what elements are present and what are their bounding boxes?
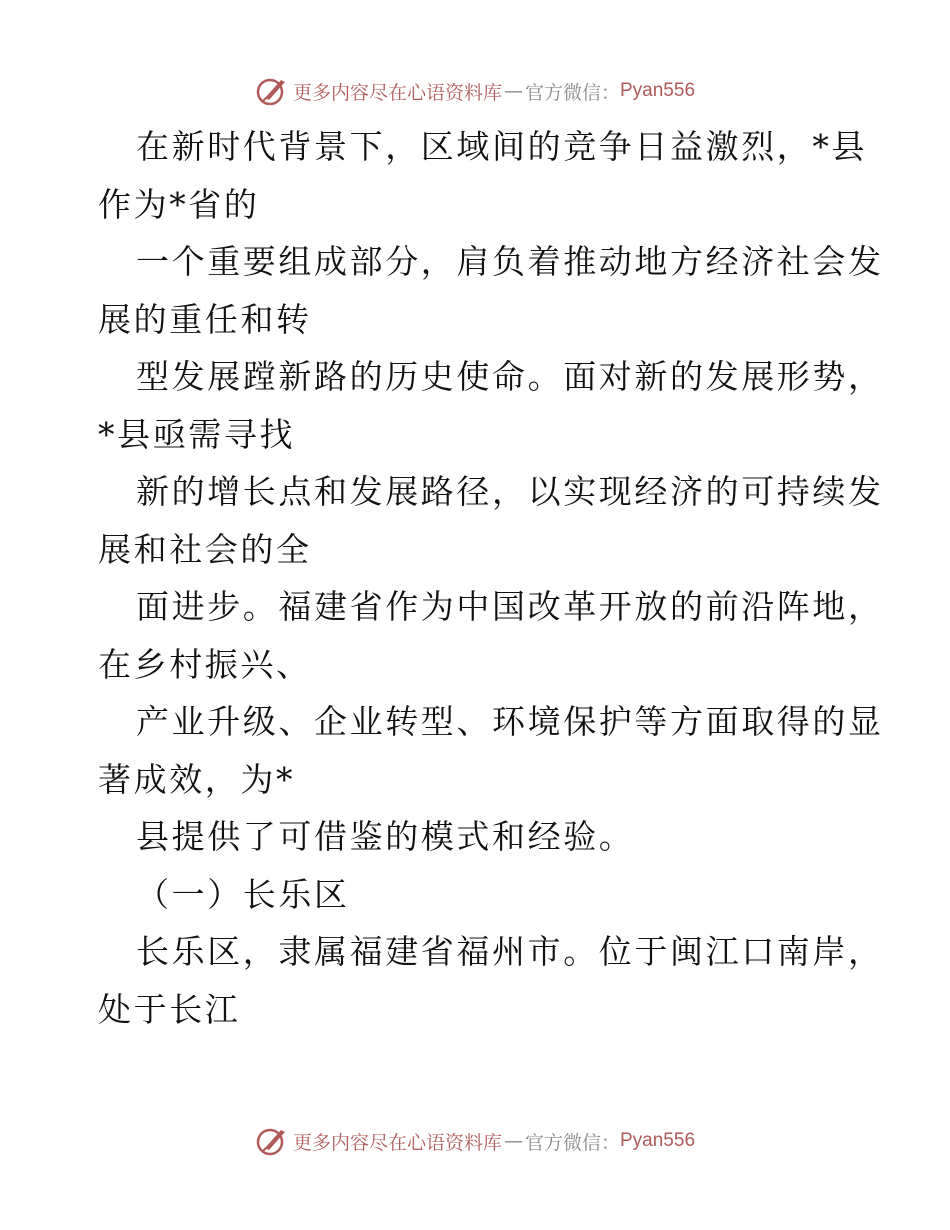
banner-separator: — [503,80,523,102]
body-line: 在新时代背景下，区域间的竞争日益激烈，*县 [136,127,868,166]
banner-wechat-label: 官方微信： [524,1131,620,1154]
footer-banner [0,1121,950,1161]
body-line: 一个重要组成部分，肩负着推动地方经济社会发 [136,242,884,281]
banner-wechat-handle: Pyan556 [620,80,696,101]
body-line: 展的重任和转 [98,299,312,339]
body-line: 著成效，为* [98,759,296,799]
body-line: 在乡村振兴、 [98,644,312,684]
quill-logo-icon [255,74,289,108]
banner-wechat-handle: Pyan556 [620,1130,696,1151]
body-line: 展和社会的全 [98,529,312,569]
banner-site-text: 更多内容尽在心语资料库 [292,81,502,104]
body-line: 型发展蹚新路的历史使命。面对新的发展形势， [136,357,884,396]
body-line: 处于长江 [98,989,241,1029]
banner-separator: — [503,1130,523,1152]
body-line: 新的增长点和发展路径，以实现经济的可持续发 [136,472,884,511]
body-line: 产业升级、企业转型、环境保护等方面取得的显 [136,702,884,741]
body-line: 作为*省的 [98,184,260,224]
document-body [98,118,884,1038]
body-line: 县提供了可借鉴的模式和经验。 [136,817,635,856]
header-banner [0,71,950,111]
body-line: 长乐区，隶属福建省福州市。位于闽江口南岸， [136,932,884,971]
section-heading: （一）长乐区 [136,874,350,914]
banner-wechat-label: 官方微信： [524,81,620,104]
quill-logo-icon [255,1124,289,1158]
body-line: *县亟需寻找 [98,414,296,454]
banner-site-text: 更多内容尽在心语资料库 [292,1131,502,1154]
body-line: 面进步。福建省作为中国改革开放的前沿阵地， [136,587,884,626]
